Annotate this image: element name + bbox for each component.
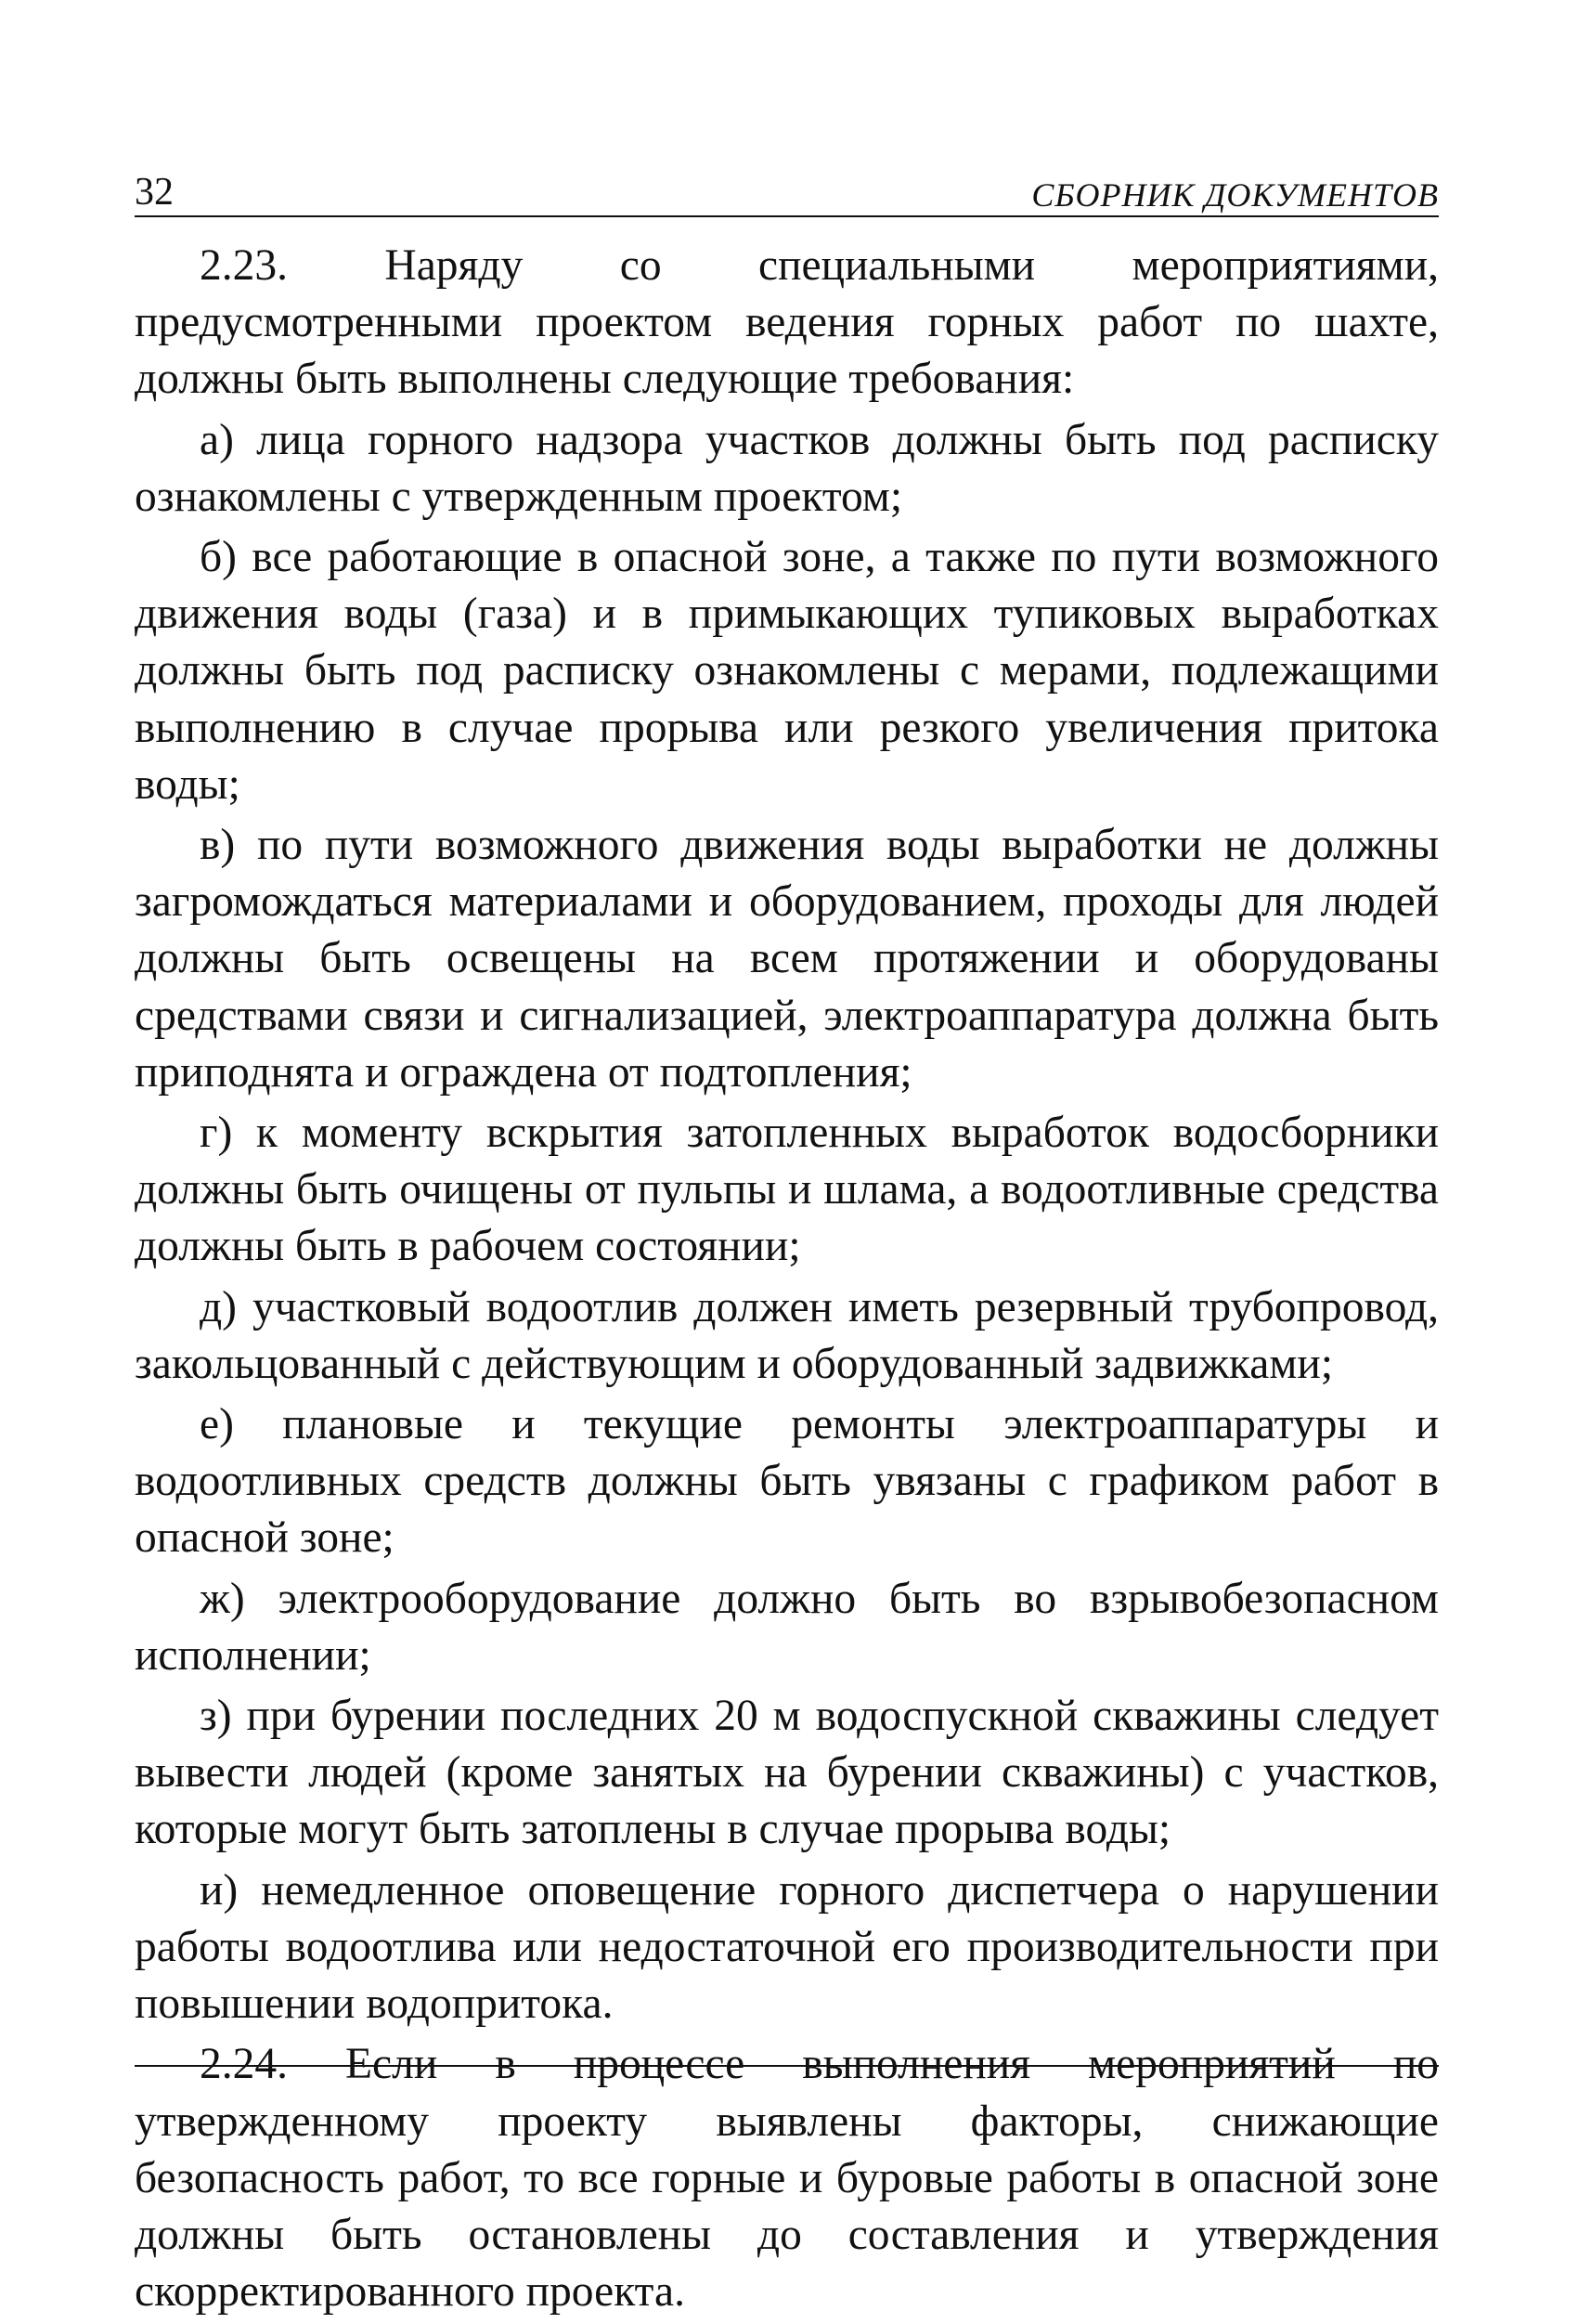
paragraph-2-23: 2.23. Наряду со специальными мероприятиями, предусмотренными проектом ведения горных работ по шахте, должны быть выполнены следующие требования: bbox=[135, 241, 1439, 404]
list-item-z: з) при бурении последних 20 м водоспускной скважины следует вывести людей (кроме занятых на бурении скважины) с участков, которые могут быть затоплены в случае прорыва воды; bbox=[135, 1692, 1439, 1854]
running-head bbox=[135, 158, 1439, 217]
running-title: СБОРНИК ДОКУМЕНТОВ bbox=[1031, 176, 1439, 214]
list-item-i: и) немедленное оповещение горного диспетчера о нарушении работы водоотлива или недостаточной его производительности при повышении водопритока. bbox=[135, 1865, 1439, 2029]
list-item-e: е) плановые и текущие ремонты электроаппаратуры и водоотливных средств должны быть увязаны с графиком работ в опасной зоне; bbox=[135, 1400, 1439, 1563]
body-text bbox=[135, 238, 1439, 2320]
list-item-g: г) к моменту вскрытия затопленных выработок водосборники должны быть очищены от пульпы и шлама, а водоотливные средства должны быть в рабочем состоянии; bbox=[135, 1109, 1439, 1271]
list-item-v: в) по пути возможного движения воды выработки не должны загромождаться материалами и оборудованием, проходы для людей должны быть освещены на всем протяжении и оборудованы средствами связи и сигнализацией, электроаппаратура должна быть приподнята и ограждена от подтопления; bbox=[135, 821, 1439, 1097]
list-item-d: д) участковый водоотлив должен иметь резервный трубопровод, закольцованный с действующим и оборудованный задвижками; bbox=[135, 1282, 1439, 1388]
list-item-zh: ж) электрооборудование должно быть во взрывобезопасном исполнении; bbox=[135, 1574, 1439, 1680]
page-number: 32 bbox=[135, 171, 174, 214]
paragraph-2-24: 2.24. Если в процессе выполнения мероприятий по утвержденному проекту выявлены факторы, снижающие безопасность работ, то все горные и буровые работы в опасной зоне должны быть остановлены до составления и утверждения скорректированного проекта. bbox=[135, 2040, 1439, 2317]
footer-rule bbox=[135, 2065, 1439, 2067]
document-page bbox=[135, 158, 1439, 2324]
list-item-b: б) все работающие в опасной зоне, а также по пути возможного движения воды (газа) и в примыкающих тупиковых выработках должны быть под расписку ознакомлены с мерами, подлежащими выполнению в случае прорыва или резкого увеличения притока воды; bbox=[135, 533, 1439, 809]
list-item-a: а) лица горного надзора участков должны быть под расписку ознакомлены с утвержденным проектом; bbox=[135, 415, 1439, 521]
